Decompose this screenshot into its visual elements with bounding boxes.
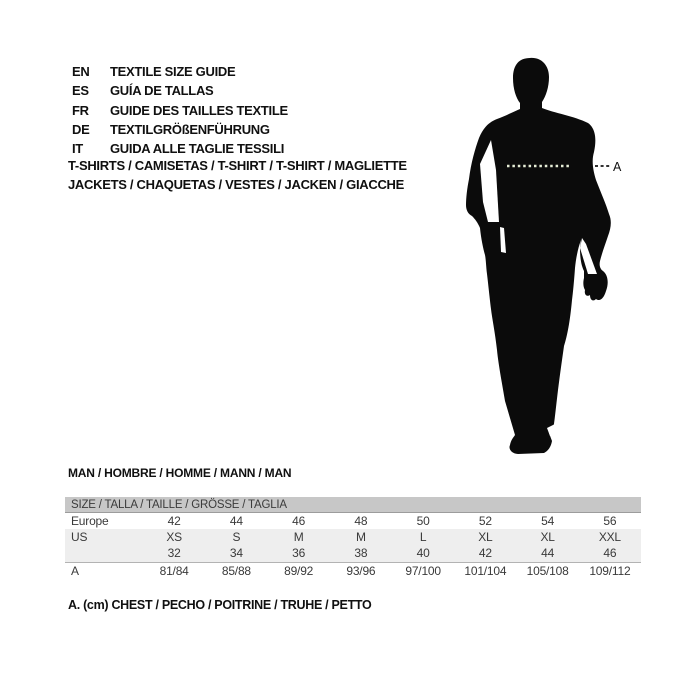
table-cell: 34: [229, 546, 243, 561]
table-cell: 42: [167, 514, 181, 529]
table-cell: 46: [292, 514, 306, 529]
size-table: [65, 497, 641, 579]
table-cell: XS: [166, 530, 182, 545]
table-row-chest: [65, 562, 641, 579]
language-legend: [72, 62, 288, 158]
table-cell: 32: [167, 546, 181, 561]
language-row: [72, 81, 288, 100]
table-cell: 42: [478, 546, 492, 561]
table-cell: 81/84: [159, 563, 189, 578]
language-row: [72, 139, 288, 158]
language-title: GUIDA ALLE TAGLIE TESSILI: [110, 141, 285, 157]
table-cell: 85/88: [221, 563, 251, 578]
table-row-europe: [65, 513, 641, 529]
section-title-man: MAN / HOMBRE / HOMME / MANN / MAN: [68, 466, 292, 480]
language-title: GUIDE DES TAILLES TEXTILE: [110, 102, 288, 118]
table-cell: S: [232, 530, 241, 545]
language-code: IT: [72, 141, 83, 157]
language-title: TEXTILE SIZE GUIDE: [110, 64, 236, 80]
table-cell: L: [419, 530, 427, 545]
man-silhouette-figure: [452, 52, 632, 462]
measure-label-a: A: [613, 160, 622, 174]
product-line-jackets: JACKETS / CHAQUETAS / VESTES / JACKEN / GIACCHE: [68, 176, 404, 192]
table-cell: M: [293, 530, 304, 545]
table-cell: 44: [229, 514, 243, 529]
table-cell: 46: [603, 546, 617, 561]
table-cell: M: [355, 530, 366, 545]
table-cell: 48: [354, 514, 368, 529]
row-label: Europe: [71, 514, 109, 529]
table-cell: 44: [541, 546, 555, 561]
language-title: GUÍA DE TALLAS: [110, 83, 214, 99]
row-label: US: [71, 530, 88, 545]
language-title: TEXTILGRÖßENFÜHRUNG: [110, 122, 270, 138]
table-row-us: [65, 529, 641, 545]
language-code: FR: [72, 102, 89, 118]
language-row: [72, 62, 288, 81]
language-code: ES: [72, 83, 89, 99]
language-code: DE: [72, 122, 90, 138]
table-cell: 54: [541, 514, 555, 529]
table-cell: XXL: [598, 530, 621, 545]
table-cell: 109/112: [589, 563, 631, 578]
table-cell: 38: [354, 546, 368, 561]
table-cell: XL: [478, 530, 493, 545]
table-cell: 105/108: [526, 563, 569, 578]
table-cell: 52: [478, 514, 492, 529]
table-cell: 50: [416, 514, 430, 529]
product-line-tshirts: T-SHIRTS / CAMISETAS / T-SHIRT / T-SHIRT / MAGLIETTE: [68, 158, 407, 173]
table-cell: 93/96: [346, 563, 376, 578]
size-table-header: SIZE / TALLA / TAILLE / GRÖSSE / TAGLIA: [65, 497, 641, 513]
language-row: [72, 101, 288, 120]
table-cell: 97/100: [405, 563, 441, 578]
table-cell: XL: [540, 530, 555, 545]
chest-footnote: A. (cm) CHEST / PECHO / POITRINE / TRUHE / PETTO: [68, 598, 372, 612]
row-label: A: [71, 563, 79, 578]
language-code: EN: [72, 64, 90, 80]
language-row: [72, 120, 288, 139]
table-cell: 40: [416, 546, 430, 561]
table-cell: 101/104: [464, 563, 507, 578]
table-row-numeric: [65, 545, 641, 561]
table-cell: 36: [292, 546, 306, 561]
product-types: [68, 157, 407, 194]
table-cell: 89/92: [284, 563, 314, 578]
table-cell: 56: [603, 514, 617, 529]
